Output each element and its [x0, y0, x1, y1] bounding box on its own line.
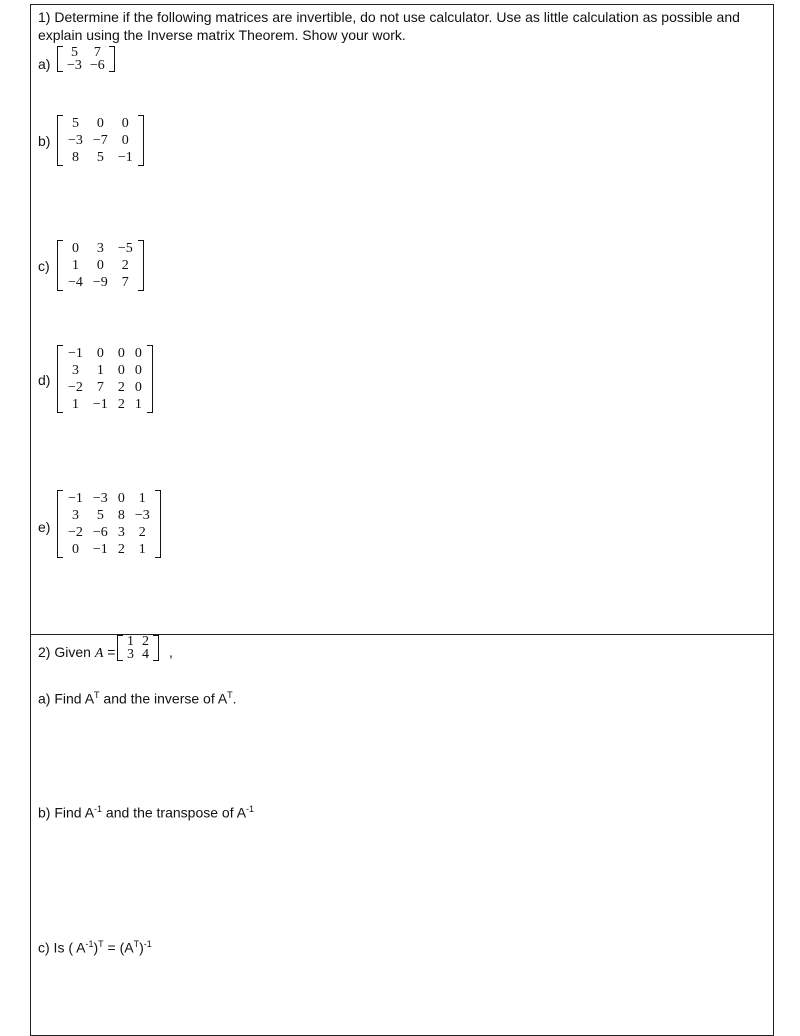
matrix-entry: 3 [127, 647, 134, 662]
matrix-entry: −3 [92, 491, 108, 506]
matrix-entry: 8 [117, 508, 125, 523]
matrix-row [63, 274, 138, 291]
worksheet [30, 4, 774, 1036]
matrix-entry: 1 [71, 397, 79, 412]
matrix-entry: 0 [117, 363, 125, 378]
matrix-entry: 3 [96, 241, 104, 256]
matrix-row [63, 362, 147, 379]
matrix-c [57, 240, 144, 291]
matrix-entry: 5 [71, 116, 79, 131]
question-2c: c) Is ( $A^{-1})^T = (A^T)^{-1}$ [38, 939, 152, 956]
matrix-entry: 5 [96, 508, 104, 523]
question-1-prompt: 1) Determine if the following matrices are invertible, do not use calculator. Use as little calculation as possible and explain using the Inverse matrix Theorem. Show your work. [38, 9, 740, 43]
matrix-entry: −1 [117, 150, 133, 165]
matrix-entry: 0 [117, 346, 125, 361]
matrix-entry: 1 [71, 258, 79, 273]
matrix-entry: 7 [96, 380, 104, 395]
matrix-row [63, 524, 155, 541]
matrix-entry: 3 [117, 525, 125, 540]
matrix-entry: 5 [96, 150, 104, 165]
matrix-entry: 1 [127, 634, 134, 649]
matrix-row [63, 541, 155, 558]
matrix-entry: 0 [117, 491, 125, 506]
matrix-row [63, 379, 147, 396]
matrix-entry: −6 [89, 58, 105, 73]
matrix-row [63, 59, 109, 72]
matrix-entry: −7 [92, 133, 108, 148]
matrix-entry: −1 [92, 397, 108, 412]
matrix-entry: −5 [117, 241, 133, 256]
matrix-entry: −4 [68, 275, 83, 290]
matrix-row [63, 345, 147, 362]
matrix-entry: 2 [138, 525, 146, 540]
matrix-entry: 2 [142, 634, 149, 649]
matrix-entry: −3 [134, 508, 150, 523]
matrix-entry: 0 [71, 542, 79, 557]
matrix-entry: 2 [117, 397, 125, 412]
matrix-row [63, 507, 155, 524]
given-suffix: , [169, 644, 173, 660]
matrix-b [57, 115, 144, 166]
matrix-entry: 0 [121, 133, 129, 148]
given-variable: A [94, 646, 104, 661]
matrix-entry: 8 [71, 150, 79, 165]
question-2b: b) Find $A^{-1}$ and the transpose of $A^{-1}$ [38, 804, 255, 821]
matrix-e [57, 490, 161, 558]
matrix-entry: 2 [121, 258, 129, 273]
matrix-entry: −3 [67, 58, 82, 73]
question-2-given [38, 643, 115, 663]
matrix-entry: 5 [70, 45, 78, 60]
matrix-entry: 2 [117, 542, 125, 557]
matrix-entry: −1 [68, 491, 83, 506]
matrix-row [63, 240, 138, 257]
part-b-label: b) [38, 133, 51, 149]
part-c-label: c) [38, 258, 50, 274]
matrix-entry: −3 [68, 133, 83, 148]
given-equals: = [103, 644, 116, 660]
matrix-entry: 0 [134, 363, 142, 378]
matrix-row [63, 490, 155, 507]
matrix-entry: 0 [96, 258, 104, 273]
matrix-entry: 0 [96, 346, 104, 361]
matrix-entry: −9 [92, 275, 108, 290]
part-e-label: e) [38, 519, 51, 535]
part-a-label: a) [38, 56, 51, 72]
matrix-entry: 1 [134, 397, 142, 412]
matrix-entry: 2 [117, 380, 125, 395]
matrix-entry: −2 [68, 380, 83, 395]
matrix-row [63, 257, 138, 274]
matrix-entry: 1 [138, 542, 146, 557]
matrix-entry: 4 [142, 647, 149, 662]
matrix-row [63, 396, 147, 413]
question-2a: a) Find $A^T$ and the inverse of $A^T$. [38, 690, 237, 707]
matrix-entry: −1 [92, 542, 108, 557]
matrix-row [63, 132, 138, 149]
matrix-entry: 3 [71, 508, 79, 523]
matrix-entry: −1 [68, 346, 83, 361]
matrix-entry: 0 [71, 241, 79, 256]
matrix-d [57, 345, 153, 413]
matrix-entry: 3 [71, 363, 79, 378]
matrix-entry: 0 [134, 380, 142, 395]
matrix-row [63, 115, 138, 132]
matrix-entry: −2 [68, 525, 83, 540]
matrix-entry: 0 [121, 116, 129, 131]
matrix-entry: 1 [96, 363, 104, 378]
matrix-entry: 0 [96, 116, 104, 131]
matrix-entry: 7 [121, 275, 129, 290]
matrix-A [117, 635, 159, 661]
matrix-entry: 1 [138, 491, 146, 506]
matrix-row [63, 149, 138, 166]
given-prefix: 2) Given [38, 644, 95, 660]
part-d-label: d) [38, 372, 51, 388]
matrix-a [57, 46, 115, 72]
matrix-entry: 7 [93, 45, 101, 60]
matrix-entry: 0 [134, 346, 142, 361]
matrix-row [123, 648, 153, 661]
matrix-entry: −6 [92, 525, 108, 540]
